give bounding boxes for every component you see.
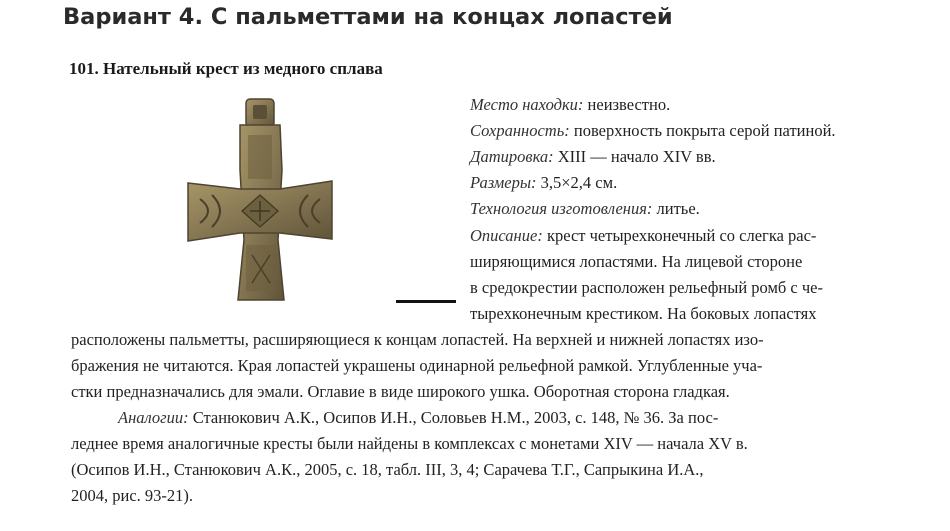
size-line xyxy=(470,173,617,193)
description-full-line-2: бражения не читаются. Края лопастей украшены одинарной рельефной рамкой. Углубленные уча- xyxy=(71,356,763,375)
place-label: Место находки: xyxy=(470,95,584,114)
description-full-line-1: расположены пальметты, расширяющиеся к концам лопастей. На верхней и нижней лопастях изо- xyxy=(71,330,764,349)
size-label: Размеры: xyxy=(470,173,537,192)
description-full-line-3: стки предназначались для эмали. Оглавие в виде широкого ушка. Оборотная сторона гладкая. xyxy=(71,382,730,401)
item-title: 101. Нательный крест из медного сплава xyxy=(69,59,383,78)
description-line-2: ширяющимися лопастями. На лицевой стороне xyxy=(470,252,803,271)
analogies-label: Аналогии: xyxy=(118,408,189,427)
description-line-4: тырехконечным крестиком. На боковых лопастях xyxy=(470,304,817,323)
analogies-line-4: 2004, рис. 93-21). xyxy=(71,486,194,505)
date-line xyxy=(470,147,716,167)
date-label: Датировка: xyxy=(470,147,554,166)
place-line xyxy=(470,95,670,115)
preservation-value: поверхность покрыта серой патиной. xyxy=(569,121,836,140)
tech-value: литье. xyxy=(652,199,700,218)
tech-line xyxy=(470,199,700,219)
description-label: Описание: xyxy=(470,226,543,245)
tech-label: Технология изготовления: xyxy=(470,199,653,218)
preservation-label: Сохранность: xyxy=(470,121,570,140)
analogies-line-1 xyxy=(118,408,718,428)
date-value: XIII — начало XIV вв. xyxy=(553,147,716,166)
preservation-line xyxy=(470,121,836,141)
description-text: крест четырехконечный со слегка рас- xyxy=(542,226,817,245)
scale-bar xyxy=(396,300,456,303)
analogies-line-2: леднее время аналогичные кресты были найдены в комплексах с монетами XIV — начала XV в. xyxy=(71,434,748,453)
description-line-1 xyxy=(470,226,816,246)
cross-photo xyxy=(182,95,342,320)
analogies-text: Станюкович А.К., Осипов И.Н., Соловьев Н.М., 2003, с. 148, № 36. За пос- xyxy=(188,408,719,427)
section-title: Вариант 4. С пальметтами на концах лопастей xyxy=(63,4,673,30)
analogies-line-3: (Осипов И.Н., Станюкович А.К., 2005, с. 18, табл. III, 3, 4; Сарачева Т.Г., Сапрыкина И.А., xyxy=(71,460,704,479)
size-value: 3,5×2,4 см. xyxy=(536,173,618,192)
place-value: неизвестно. xyxy=(583,95,671,114)
description-line-3: в средокрестии расположен рельефный ромб с че- xyxy=(470,278,823,297)
